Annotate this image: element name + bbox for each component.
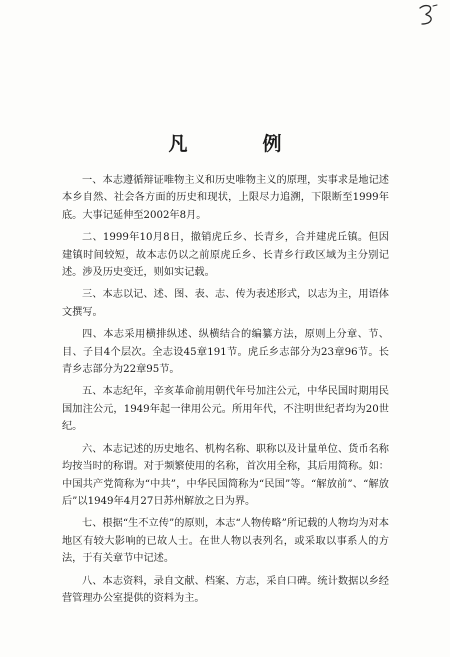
paragraph-5: 五、本志纪年，辛亥革命前用朝代年号加注公元，中华民国时期用民国加注公元，1949年起一律用公元。所用年代，不注明世纪者均为20世纪。 bbox=[62, 386, 389, 433]
paragraph-4: 四、本志采用横排纵述、纵横结合的编纂方法，原则上分章、节、目、子目4个层次。全志设45章191节。虎丘乡志部分为23章96节。长青乡志部分为22章95节。 bbox=[62, 329, 389, 376]
paragraph-6: 六、本志记述的历史地名、机构名称、职称以及计量单位、货币名称均按当时的称谓。对于频繁使用的名称，首次用全称，其后用简称。如：中国共产党简称为“中共”，中华民国简称为“民国”等。“解放前”、“解放后”以1949年4月27日苏州解放之日为界。 bbox=[62, 443, 389, 507]
paragraph-7: 七、根据“生不立传”的原则，本志“人物传略”所记载的人物均为对本地区有较大影响的已故人士。在世人物以表列名，或采取以事系人的方法，于有关章节中记述。 bbox=[62, 518, 389, 565]
document-body bbox=[62, 172, 389, 612]
paragraph-2: 二、1999年10月8日，撤销虎丘乡、长青乡，合并建虎丘镇。但因建镇时间较短，故本志仍以之前原虎丘乡、长青乡行政区域为主分别记述。涉及历史变迁，则如实记载。 bbox=[62, 232, 389, 279]
paragraph-1: 一、本志遵循辩证唯物主义和历史唯物主义的原理，实事求是地记述本乡自然、社会各方面的历史和现状，上限尽力追溯，下限断至1999年底。大事记延伸至2002年8月。 bbox=[62, 175, 389, 221]
page-title: 凡 例 bbox=[168, 133, 310, 155]
handwritten-page-mark-icon bbox=[416, 2, 442, 28]
paragraph-3: 三、本志以记、述、图、表、志、传为表述形式，以志为主，用语体文撰写。 bbox=[62, 289, 389, 318]
paragraph-8: 八、本志资料，录自文献、档案、方志，采自口碑。统计数据以乡经营管理办公室提供的资料为主。 bbox=[62, 575, 389, 604]
